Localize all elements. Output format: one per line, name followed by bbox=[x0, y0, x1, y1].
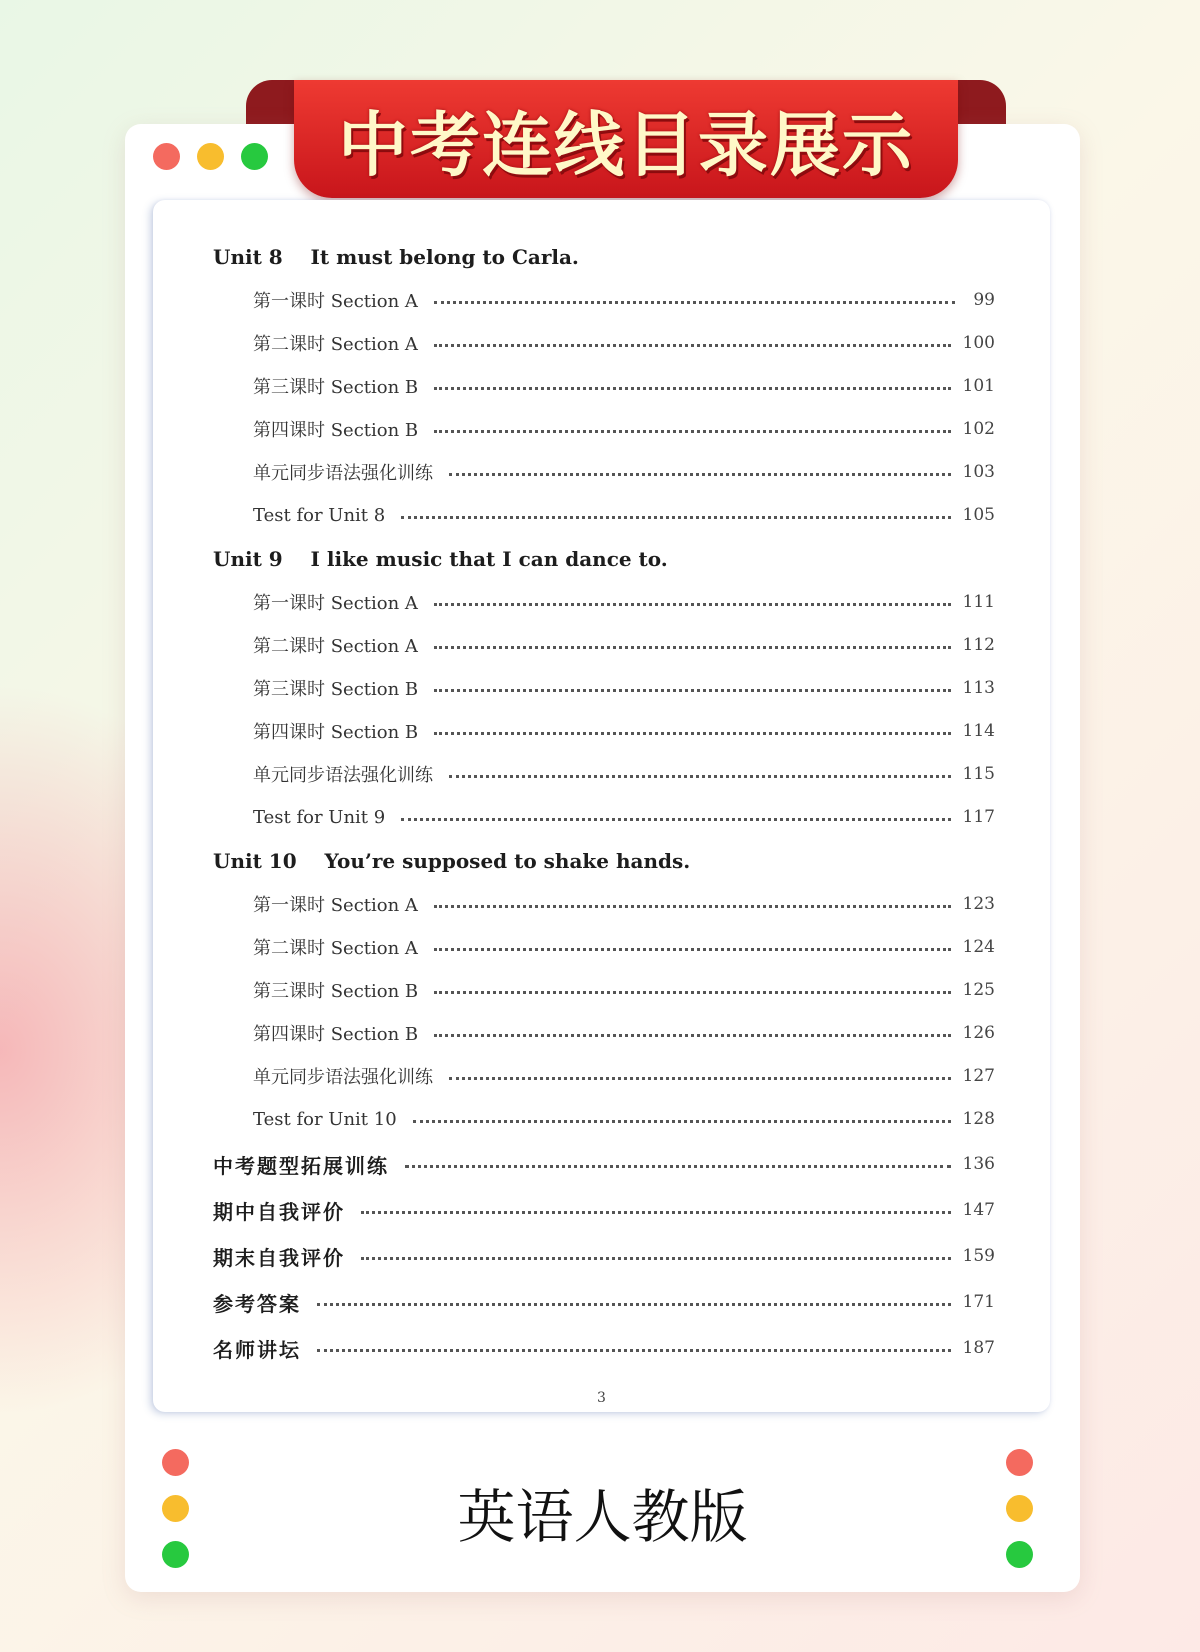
dot-leader bbox=[401, 516, 950, 519]
toc-entry-label: 单元同步语法强化训练 bbox=[253, 1067, 433, 1088]
unit-heading: Unit 8 It must belong to Carla. bbox=[213, 245, 579, 269]
toc-entry-label: 第三课时 Section B bbox=[253, 981, 419, 1002]
toc-entry[interactable] bbox=[253, 761, 995, 787]
toc-entry-label: 第四课时 Section B bbox=[253, 1024, 419, 1045]
toc-entry-label: 第四课时 Section B bbox=[253, 420, 419, 441]
banner-title: 中考连线目录展示 bbox=[338, 103, 914, 186]
unit-heading: Unit 9 I like music that I can dance to. bbox=[213, 547, 668, 571]
unit-heading: Unit 10 You’re supposed to shake hands. bbox=[213, 849, 691, 873]
toc-entry[interactable] bbox=[253, 1106, 995, 1132]
toc-section-entry[interactable] bbox=[213, 1243, 995, 1269]
toc-entry[interactable] bbox=[253, 287, 995, 313]
toc-entry-label: Test for Unit 9 bbox=[253, 806, 386, 828]
toc-entry-label: 参考答案 bbox=[213, 1291, 301, 1316]
toc-entry-page: 115 bbox=[962, 764, 995, 784]
toc-entry-page: 171 bbox=[962, 1292, 995, 1312]
toc-entry-page: 124 bbox=[962, 937, 995, 957]
toc-entry-label: 第四课时 Section B bbox=[253, 722, 419, 743]
toc-page bbox=[153, 200, 1050, 1412]
yellow-dot-icon bbox=[197, 143, 224, 170]
toc-entry-page: 103 bbox=[962, 462, 995, 482]
toc-section-entry[interactable] bbox=[213, 1335, 995, 1361]
toc-entry-page: 125 bbox=[962, 980, 995, 1000]
toc-entry-page: 100 bbox=[962, 333, 995, 353]
toc-entry[interactable] bbox=[253, 330, 995, 356]
toc-entry[interactable] bbox=[253, 1063, 995, 1089]
dot-leader bbox=[434, 387, 950, 390]
toc-entry-label: 期末自我评价 bbox=[213, 1245, 345, 1270]
red-dot-icon bbox=[153, 143, 180, 170]
dot-leader bbox=[317, 1303, 951, 1306]
toc-entry-label: 第一课时 Section A bbox=[253, 291, 418, 312]
dot-leader bbox=[434, 603, 951, 606]
toc-entry-label: 第二课时 Section A bbox=[253, 636, 418, 657]
toc-section-entry[interactable] bbox=[213, 1197, 995, 1223]
dot-leader bbox=[434, 689, 950, 692]
toc-entry-page: 187 bbox=[962, 1338, 995, 1358]
dot-leader bbox=[434, 732, 950, 735]
dot-leader bbox=[361, 1211, 951, 1214]
toc-entry-page: 113 bbox=[962, 678, 995, 698]
toc-entry-label: 第三课时 Section B bbox=[253, 679, 419, 700]
toc-entry-page: 111 bbox=[962, 592, 995, 612]
toc-entry-page: 136 bbox=[962, 1154, 995, 1174]
toc-entry[interactable] bbox=[253, 934, 995, 960]
page-number: 3 bbox=[597, 1390, 606, 1406]
dot-leader bbox=[434, 430, 950, 433]
dot-leader bbox=[405, 1165, 951, 1168]
toc-entry-page: 159 bbox=[962, 1246, 995, 1266]
toc-entry-page: 126 bbox=[962, 1023, 995, 1043]
toc-entry-label: Test for Unit 10 bbox=[253, 1108, 397, 1130]
toc-entry-page: 127 bbox=[962, 1066, 995, 1086]
toc-entry[interactable] bbox=[253, 718, 995, 744]
toc-section-entry[interactable] bbox=[213, 1151, 995, 1177]
dot-leader bbox=[434, 948, 951, 951]
toc-entry[interactable] bbox=[253, 891, 995, 917]
dot-leader bbox=[449, 1077, 951, 1080]
toc-entry-label: 单元同步语法强化训练 bbox=[253, 765, 433, 786]
toc-entry[interactable] bbox=[253, 632, 995, 658]
dot-leader bbox=[434, 905, 951, 908]
toc-entry[interactable] bbox=[253, 675, 995, 701]
toc-entry-label: 第一课时 Section A bbox=[253, 593, 418, 614]
dot-leader bbox=[317, 1349, 951, 1352]
toc-entry-label: 第一课时 Section A bbox=[253, 895, 418, 916]
dot-leader bbox=[434, 344, 951, 347]
toc-entry-label: 第三课时 Section B bbox=[253, 377, 419, 398]
toc-entry[interactable] bbox=[253, 373, 995, 399]
toc-entry-page: 102 bbox=[962, 419, 995, 439]
toc-entry[interactable] bbox=[253, 1020, 995, 1046]
toc-entry-label: 第二课时 Section A bbox=[253, 334, 418, 355]
toc-entry-page: 112 bbox=[962, 635, 995, 655]
toc-entry[interactable] bbox=[253, 502, 995, 528]
toc-entry-page: 114 bbox=[962, 721, 995, 741]
toc-entry-label: Test for Unit 8 bbox=[253, 504, 386, 526]
dot-leader bbox=[361, 1257, 951, 1260]
toc-entry-page: 128 bbox=[962, 1109, 995, 1129]
toc-entry-page: 105 bbox=[962, 505, 995, 525]
toc-entry-label: 第二课时 Section A bbox=[253, 938, 418, 959]
toc-entry-label: 中考题型拓展训练 bbox=[213, 1153, 389, 1178]
toc-entry[interactable] bbox=[253, 977, 995, 1003]
toc-entry-page: 99 bbox=[973, 290, 995, 310]
dot-leader bbox=[434, 301, 955, 304]
toc-entry-page: 101 bbox=[962, 376, 995, 396]
toc-entry-label: 名师讲坛 bbox=[213, 1337, 301, 1362]
subject-title: 英语人教版 bbox=[457, 1483, 748, 1551]
dot-leader bbox=[449, 473, 951, 476]
toc-entry-page: 123 bbox=[962, 894, 995, 914]
toc-entry[interactable] bbox=[253, 459, 995, 485]
dot-leader bbox=[413, 1120, 951, 1123]
toc-entry-page: 117 bbox=[962, 807, 995, 827]
dot-leader bbox=[434, 646, 951, 649]
toc-section-entry[interactable] bbox=[213, 1289, 995, 1315]
dot-leader bbox=[449, 775, 951, 778]
dot-leader bbox=[401, 818, 950, 821]
toc-entry-label: 单元同步语法强化训练 bbox=[253, 463, 433, 484]
dot-leader bbox=[434, 1034, 950, 1037]
title-banner bbox=[294, 80, 958, 198]
toc-entry-label: 期中自我评价 bbox=[213, 1199, 345, 1224]
toc-entry[interactable] bbox=[253, 589, 995, 615]
toc-entry[interactable] bbox=[253, 804, 995, 830]
toc-entry-page: 147 bbox=[962, 1200, 995, 1220]
dot-leader bbox=[434, 991, 950, 994]
green-dot-icon bbox=[241, 143, 268, 170]
toc-entry[interactable] bbox=[253, 416, 995, 442]
